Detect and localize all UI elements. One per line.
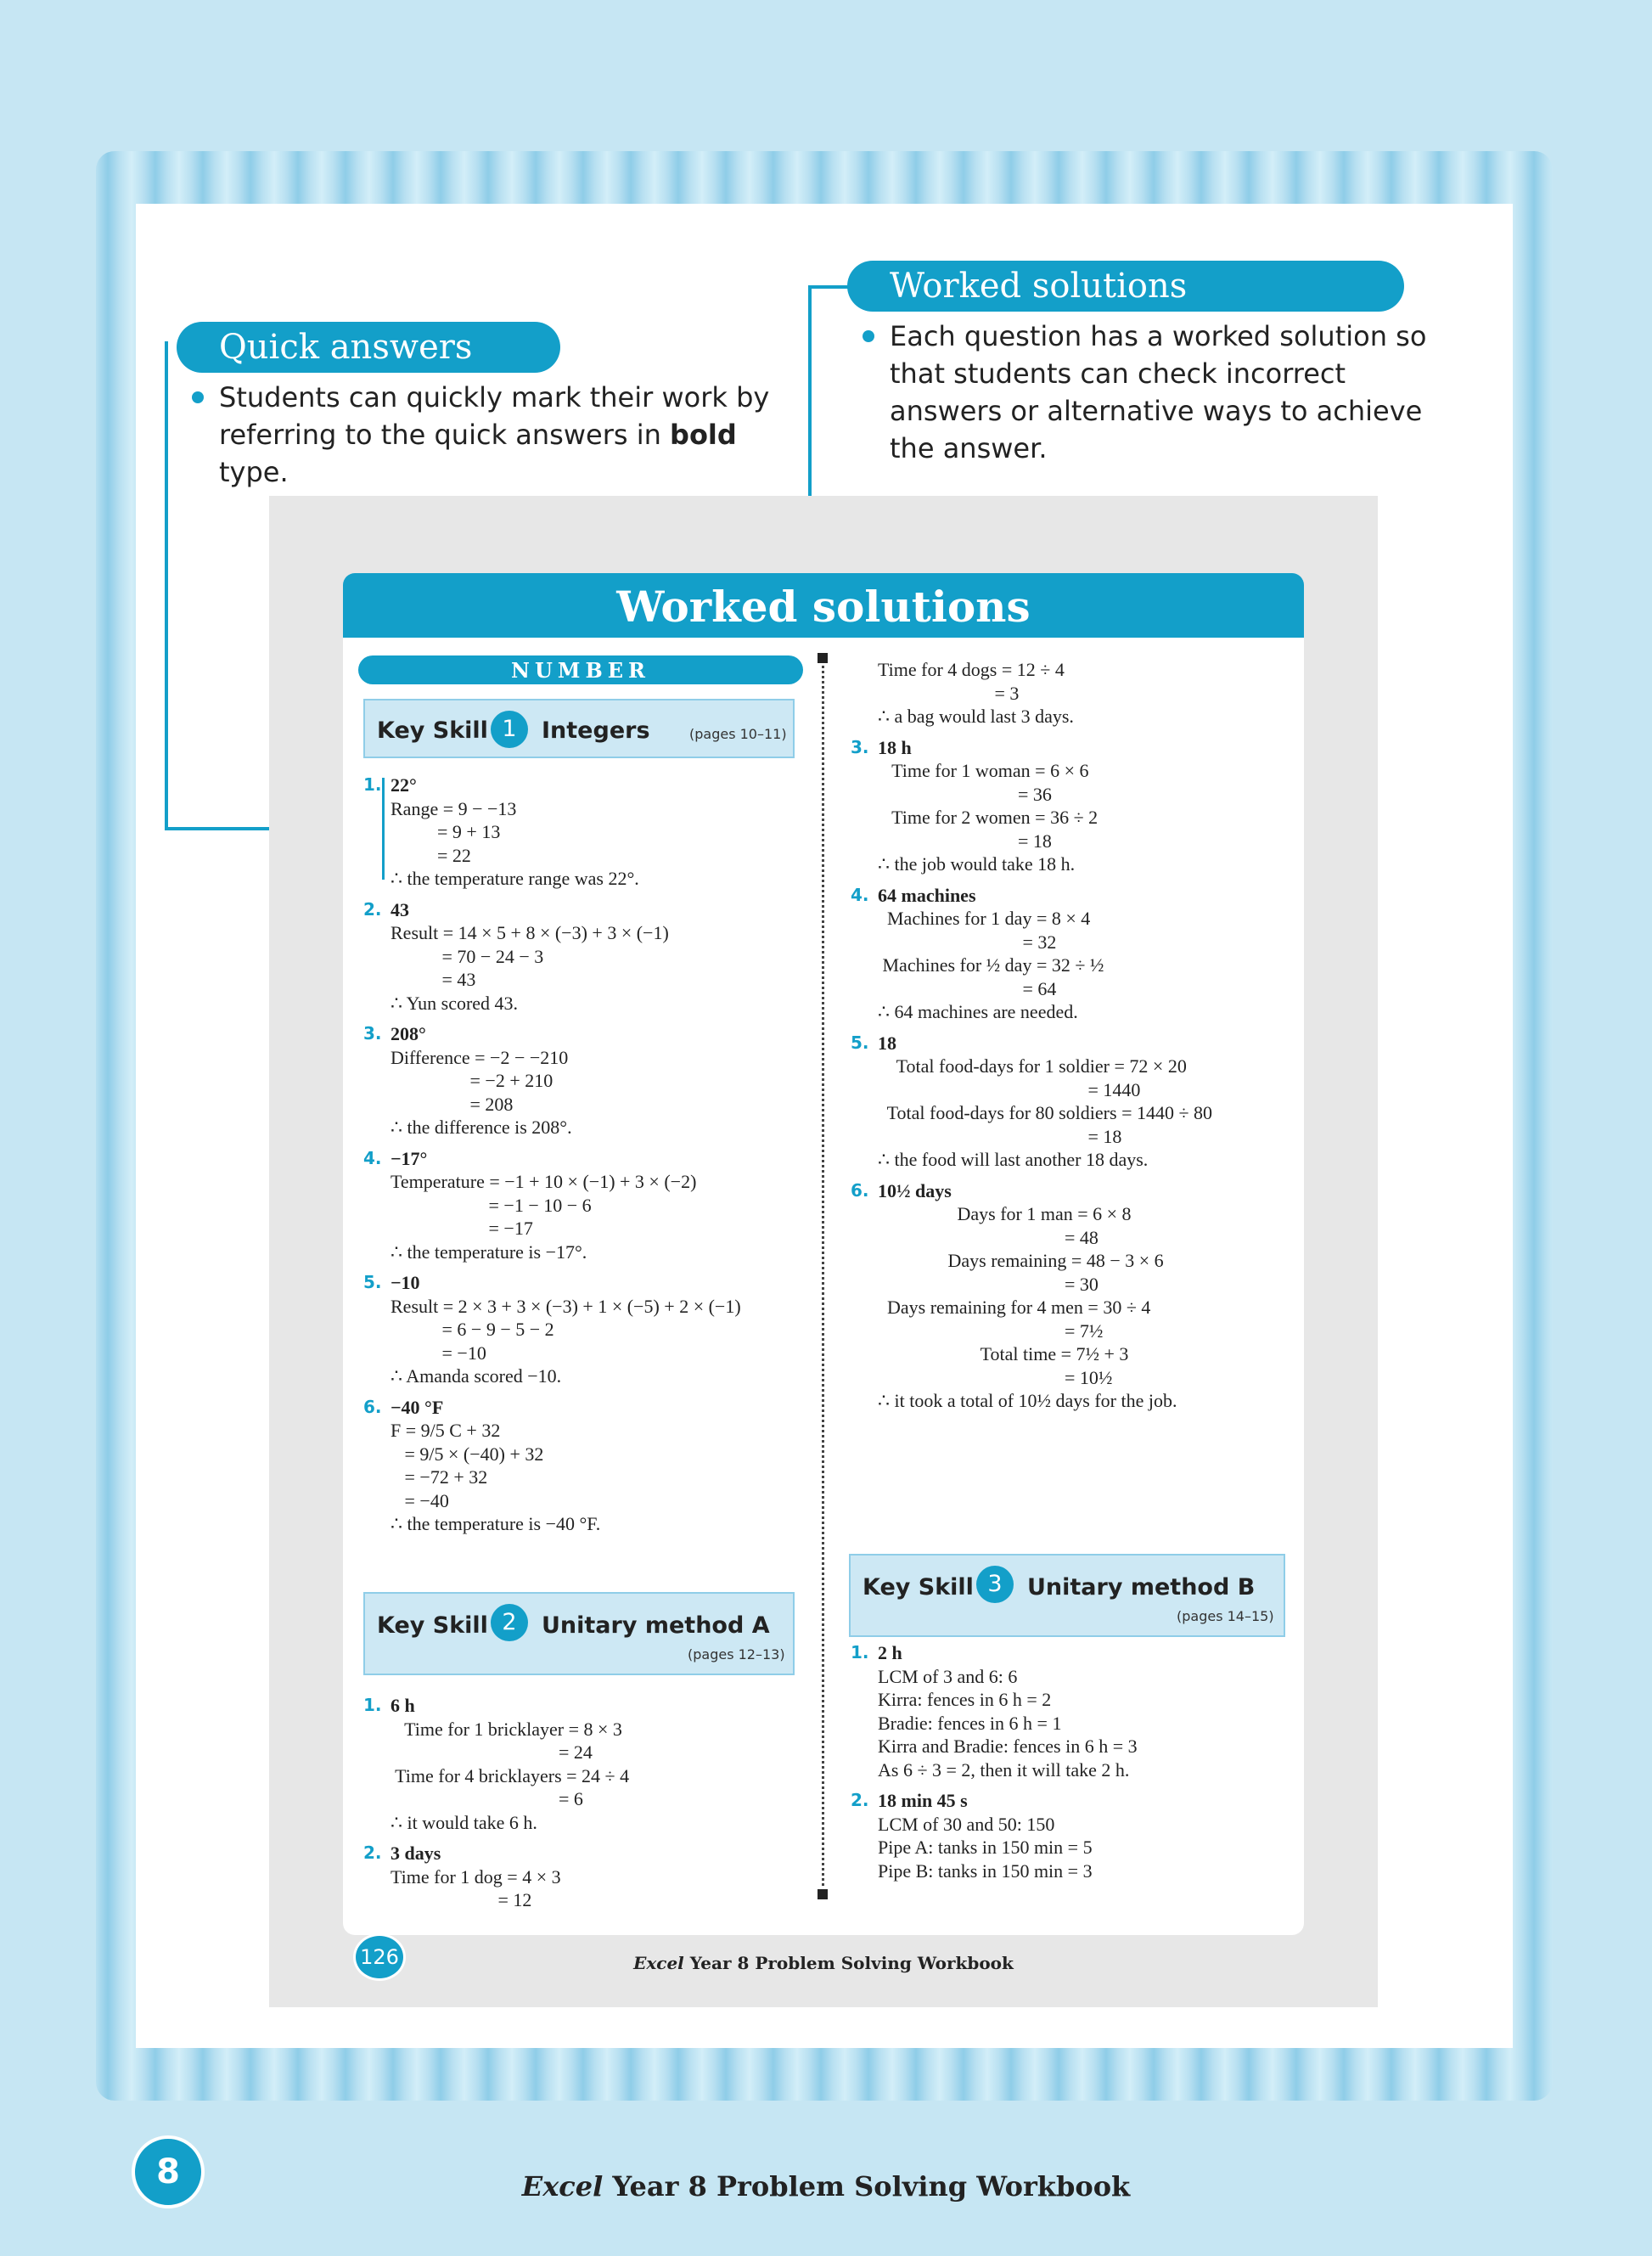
solution-line: = 6 − 9 − 5 − 2: [391, 1319, 554, 1340]
solution-line: Time for 4 dogs = 12 ÷ 4: [878, 659, 1065, 680]
solution-line: Time for 2 women = 36 ÷ 2: [878, 807, 1099, 828]
quick-answer: 6 h: [391, 1695, 415, 1716]
question-item: [363, 774, 798, 891]
solution-line: ∴ the temperature is −40 °F.: [391, 1513, 601, 1534]
page-footer: [0, 2170, 1652, 2203]
question-list: [363, 774, 798, 1536]
key-skill-title: Unitary method B: [1027, 1574, 1256, 1601]
key-skill-label: Key Skill: [377, 717, 488, 744]
left-column-questions: [363, 774, 798, 1544]
sample-page-title: Worked solutions: [343, 573, 1304, 638]
question-number: 5.: [363, 1272, 382, 1292]
key-skill-title: Unitary method A: [542, 1612, 770, 1639]
solution-line: = 3: [878, 682, 1020, 704]
question-item: [851, 884, 1285, 1024]
question-item: [363, 1842, 798, 1912]
solution-line: LCM of 30 and 50: 150: [878, 1813, 1055, 1835]
quick-answer: 43: [391, 898, 409, 920]
worked-text: Each question has a worked solution so that students can check incorrect answers or alternative ways to achieve the answer.: [890, 320, 1427, 464]
solution-line: = 9/5 × (−40) + 32: [391, 1443, 544, 1465]
solution-line: = −10: [391, 1342, 486, 1364]
quick-answer: 208°: [391, 1023, 426, 1044]
quick-answer: −40 °F: [391, 1396, 444, 1418]
question-number: 3.: [363, 1023, 382, 1044]
solution-line: Pipe B: tanks in 150 min = 3: [878, 1859, 1093, 1882]
key-skill-pages: (pages 12–13): [688, 1646, 785, 1662]
question-item: [878, 658, 1285, 729]
question-list: [363, 1694, 798, 1912]
left-column-questions-2: [363, 1694, 798, 1920]
solution-line: ∴ it would take 6 h.: [391, 1811, 537, 1833]
quick-answer: 22°: [391, 774, 417, 796]
worked-solutions-text: [890, 318, 1450, 467]
key-skill-1: [363, 699, 795, 758]
question-item: [363, 1271, 798, 1388]
solution-line: Days remaining for 4 men = 30 ÷ 4: [878, 1297, 1151, 1318]
quick-answer-bracket: [382, 778, 385, 880]
page-number: 8: [132, 2135, 205, 2208]
solution-line: Time for 1 bricklayer = 8 × 3: [391, 1718, 622, 1740]
solution-line: Machines for ½ day = 32 ÷ ½: [878, 954, 1104, 976]
solution-line: Days remaining = 48 − 3 × 6: [878, 1250, 1164, 1271]
question-item: [363, 898, 798, 1015]
worked-solutions-header: [847, 261, 1404, 312]
quick-answer: −10: [391, 1272, 420, 1293]
solution-line: Pipe A: tanks in 150 min = 5: [878, 1837, 1093, 1858]
question-number: 5.: [851, 1032, 869, 1053]
question-number: 6.: [851, 1179, 869, 1201]
solution-line: Temperature = −1 + 10 × (−1) + 3 × (−2): [391, 1171, 697, 1192]
footer-title: Year 8 Problem Solving Workbook: [603, 2170, 1131, 2203]
solution-line: = 30: [878, 1273, 1099, 1295]
quick-answer: −17°: [391, 1147, 428, 1169]
bullet-icon: [192, 391, 204, 403]
question-number: 2.: [363, 898, 382, 920]
solution-line: ∴ the temperature is −17°.: [391, 1241, 587, 1263]
solution-line: = 24: [391, 1741, 593, 1763]
solution-line: ∴ it took a total of 10½ days for the job.: [878, 1390, 1177, 1411]
solution-line: = 18: [878, 830, 1052, 852]
question-item: [851, 1789, 1285, 1882]
right-column-questions: [851, 658, 1285, 1421]
quick-answers-title: Quick answers: [219, 328, 473, 367]
solution-line: Total time = 7½ + 3: [878, 1343, 1129, 1364]
solution-line: Days for 1 man = 6 × 8: [878, 1203, 1132, 1224]
solution-line: Kirra and Bradie: fences in 6 h = 3: [878, 1736, 1138, 1757]
solution-line: ∴ the difference is 208°.: [391, 1117, 572, 1138]
key-skill-number: 3: [976, 1566, 1014, 1603]
solution-line: = 43: [391, 969, 476, 990]
quick-text-part: Students can quickly mark their work by referring to the quick answers in: [219, 381, 770, 451]
solution-line: = 32: [878, 931, 1057, 953]
key-skill-pages: (pages 14–15): [1177, 1608, 1274, 1624]
question-number: 6.: [363, 1396, 382, 1417]
solution-line: F = 9/5 C + 32: [391, 1420, 501, 1441]
question-number: 2.: [363, 1842, 382, 1863]
brand-name: Excel: [521, 2170, 604, 2203]
column-divider: [822, 660, 824, 1893]
section-bar: NUMBER: [358, 655, 803, 684]
sample-page-footer: [343, 1953, 1304, 1973]
solution-line: ∴ the job would take 18 h.: [878, 853, 1076, 875]
right-column-questions-2: [851, 1641, 1285, 1890]
quick-answer: 18 min 45 s: [878, 1790, 968, 1811]
solution-line: = 18: [878, 1125, 1122, 1147]
solution-line: Result = 2 × 3 + 3 × (−3) + 1 × (−5) + 2 × (−1): [391, 1295, 741, 1317]
solution-line: ∴ Yun scored 43.: [391, 992, 519, 1014]
solution-line: = −40: [391, 1489, 449, 1511]
bullet-icon: [863, 330, 874, 342]
sample-page: [343, 573, 1304, 1973]
solution-line: = −17: [391, 1218, 533, 1239]
question-number: 3.: [851, 736, 869, 757]
question-number: 2.: [851, 1790, 869, 1810]
solution-line: = 208: [391, 1093, 514, 1115]
solution-line: = 6: [391, 1788, 583, 1809]
question-number: 1.: [851, 1642, 869, 1662]
quick-answer: 18: [878, 1032, 896, 1054]
quick-answers-header: [177, 322, 560, 373]
question-number: 4.: [851, 884, 869, 905]
solution-line: ∴ a bag would last 3 days.: [878, 706, 1074, 727]
solution-line: = 7½: [878, 1319, 1104, 1342]
solution-line: ∴ Amanda scored −10.: [391, 1365, 562, 1387]
question-item: [851, 1032, 1285, 1172]
solution-line: = 12: [391, 1889, 532, 1910]
quick-answer: 2 h: [878, 1642, 902, 1663]
solution-line: Range = 9 − −13: [391, 797, 517, 819]
question-item: [363, 1396, 798, 1536]
solution-line: = 36: [878, 783, 1052, 805]
solution-line: Time for 4 bricklayers = 24 ÷ 4: [391, 1764, 630, 1786]
question-list: [851, 1641, 1285, 1882]
solution-line: Total food-days for 80 soldiers = 1440 ÷ 80: [878, 1102, 1213, 1123]
solution-line: Time for 1 dog = 4 × 3: [391, 1865, 561, 1888]
solution-line: = 9 + 13: [391, 821, 501, 842]
question-list: [851, 658, 1285, 1413]
quick-connector-v: [165, 341, 168, 830]
quick-answer: 3 days: [391, 1842, 441, 1864]
solution-line: = 22: [391, 844, 471, 866]
key-skill-title: Integers: [542, 717, 650, 744]
solution-line: = −72 + 32: [391, 1466, 488, 1488]
question-item: [363, 1694, 798, 1834]
quick-answer: 10½ days: [878, 1179, 952, 1201]
solution-line: ∴ the food will last another 18 days.: [878, 1149, 1149, 1170]
question-number: 1.: [363, 1695, 382, 1715]
footer-title: Year 8 Problem Solving Workbook: [683, 1953, 1014, 1973]
solution-line: ∴ the temperature range was 22°.: [391, 868, 639, 889]
solution-line: LCM of 3 and 6: 6: [878, 1665, 1018, 1687]
solution-line: = 10½: [878, 1366, 1113, 1388]
key-skill-3: [849, 1554, 1285, 1637]
worked-solutions-title: Worked solutions: [890, 267, 1188, 306]
quick-text-end: type.: [219, 456, 289, 488]
solution-line: Time for 1 woman = 6 × 6: [878, 760, 1089, 781]
quick-text-bold: bold: [670, 419, 737, 451]
key-skill-number: 1: [491, 711, 528, 748]
solution-line: ∴ 64 machines are needed.: [878, 1001, 1078, 1022]
key-skill-label: Key Skill: [863, 1574, 974, 1601]
solution-line: Difference = −2 − −210: [391, 1046, 569, 1068]
key-skill-pages: (pages 10–11): [689, 726, 787, 742]
solution-line: Kirra: fences in 6 h = 2: [878, 1689, 1052, 1710]
question-item: [363, 1147, 798, 1264]
question-item: [851, 736, 1285, 876]
question-item: [851, 1179, 1285, 1413]
key-skill-label: Key Skill: [377, 1612, 488, 1639]
quick-answer: 18 h: [878, 736, 912, 758]
key-skill-number: 2: [491, 1604, 528, 1641]
solution-line: Result = 14 × 5 + 8 × (−3) + 3 × (−1): [391, 922, 669, 943]
sample-page-number: 126: [353, 1933, 406, 1981]
question-number: 1.: [363, 774, 382, 795]
key-skill-2: [363, 1592, 795, 1675]
solution-line: = 70 − 24 − 3: [391, 945, 544, 967]
brand-name: Excel: [633, 1953, 684, 1973]
solution-line: Total food-days for 1 soldier = 72 × 20: [878, 1055, 1187, 1077]
quick-answer: 64 machines: [878, 884, 976, 906]
question-item: [363, 1022, 798, 1139]
solution-line: = 1440: [878, 1078, 1141, 1100]
solution-line: = −1 − 10 − 6: [391, 1194, 592, 1216]
solution-line: Machines for 1 day = 8 × 4: [878, 908, 1091, 929]
solution-line: = −2 + 210: [391, 1070, 553, 1091]
solution-line: As 6 ÷ 3 = 2, then it will take 2 h.: [878, 1758, 1130, 1781]
solution-line: Bradie: fences in 6 h = 1: [878, 1712, 1062, 1734]
quick-answers-text: [219, 379, 813, 491]
question-number: 4.: [363, 1147, 382, 1168]
solution-line: = 64: [878, 977, 1057, 999]
question-item: [851, 1641, 1285, 1781]
solution-line: = 48: [878, 1226, 1099, 1248]
